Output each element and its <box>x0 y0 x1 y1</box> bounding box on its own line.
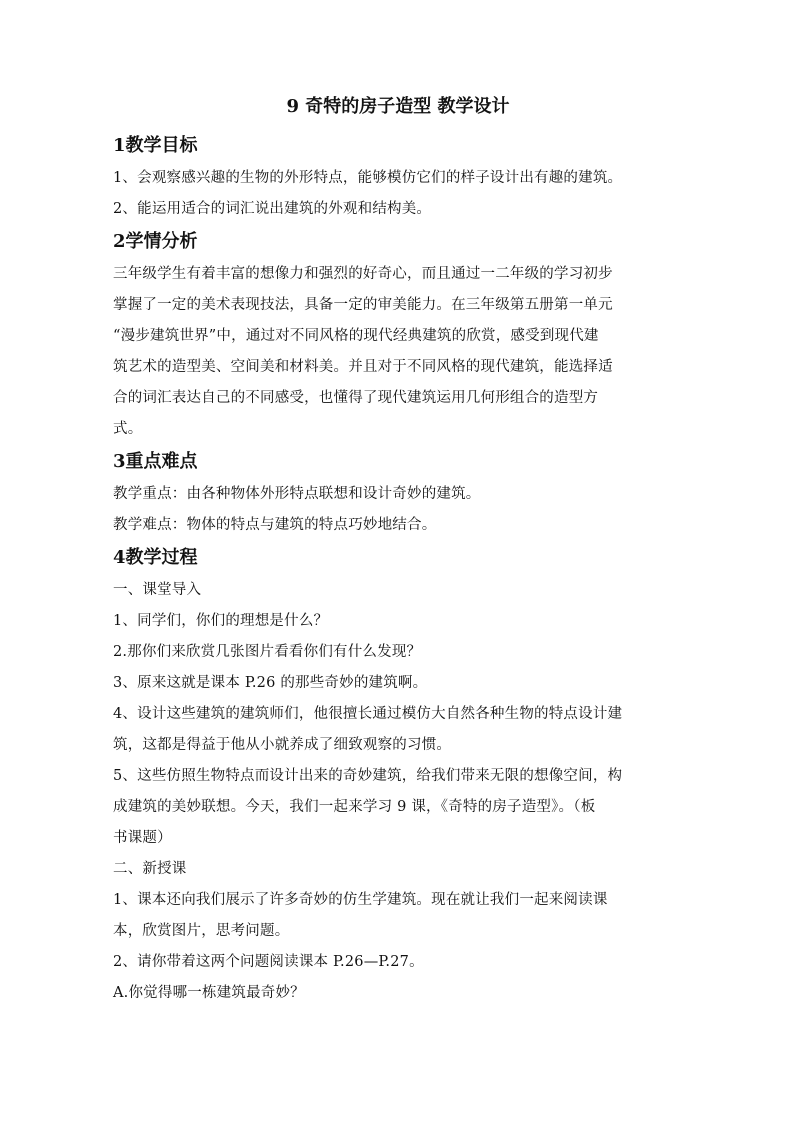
paragraph-line: 2、能运用适合的词汇说出建筑的外观和结构美。 <box>113 201 432 217</box>
paragraph-line: 三年级学生有着丰富的想像力和强烈的好奇心，而且通过一二年级的学习初步 <box>113 266 613 282</box>
paragraph-line: 教学难点：物体的特点与建筑的特点巧妙地结合。 <box>113 517 437 533</box>
paragraph-line: 成建筑的美妙联想。今天，我们一起来学习 9 课，《奇特的房子造型》。（板 <box>113 799 596 815</box>
paragraph-line: 2.那你们来欣赏几张图片看看你们有什么发现？ <box>113 644 422 660</box>
paragraph-line: 5、这些仿照生物特点而设计出来的奇妙建筑，给我们带来无限的想像空间，构 <box>113 768 623 784</box>
paragraph-line: 一、课堂导入 <box>113 582 202 598</box>
section-heading-teaching-goals: 1教学目标 <box>113 135 198 156</box>
paragraph-line: 教学重点：由各种物体外形特点联想和设计奇妙的建筑。 <box>113 486 481 502</box>
paragraph-line: “漫步建筑世界”中，通过对不同风格的现代经典建筑的欣赏，感受到现代建 <box>113 328 599 344</box>
paragraph-line: 式。 <box>113 421 143 437</box>
paragraph-line: 1、同学们，你们的理想是什么？ <box>113 613 329 629</box>
paragraph-line: 二、新授课 <box>113 861 187 877</box>
section-heading-student-analysis: 2学情分析 <box>113 231 198 252</box>
paragraph-line: 筑艺术的造型美、空间美和材料美。并且对于不同风格的现代建筑，能选择适 <box>113 359 613 375</box>
section-heading-teaching-process: 4教学过程 <box>113 547 198 568</box>
paragraph-line: 掌握了一定的美术表现技法，具备一定的审美能力。在三年级第五册第一单元 <box>113 297 613 313</box>
paragraph-line: 本，欣赏图片，思考问题。 <box>113 923 290 939</box>
paragraph-line: 2、请你带着这两个问题阅读课本 P.26—P.27。 <box>113 954 424 970</box>
paragraph-line: 筑，这都是得益于他从小就养成了细致观察的习惯。 <box>113 737 452 753</box>
paragraph-line: 1、会观察感兴趣的生物的外形特点，能够模仿它们的样子设计出有趣的建筑。 <box>113 170 623 186</box>
paragraph-line: 合的词汇表达自己的不同感受，也懂得了现代建筑运用几何形组合的造型方 <box>113 390 599 406</box>
paragraph-line: A.你觉得哪一栋建筑最奇妙？ <box>113 985 305 1001</box>
paragraph-line: 4、设计这些建筑的建筑师们，他很擅长通过模仿大自然各种生物的特点设计建 <box>113 706 623 722</box>
document-title: 9 奇特的房子造型 教学设计 <box>286 96 510 117</box>
paragraph-line: 书课题） <box>113 830 172 846</box>
paragraph-line: 3、原来这就是课本 P.26 的那些奇妙的建筑啊。 <box>113 675 428 691</box>
document-page <box>113 93 683 1009</box>
section-heading-key-points: 3重点难点 <box>113 451 198 472</box>
paragraph-line: 1、课本还向我们展示了许多奇妙的仿生学建筑。现在就让我们一起来阅读课 <box>113 892 608 908</box>
